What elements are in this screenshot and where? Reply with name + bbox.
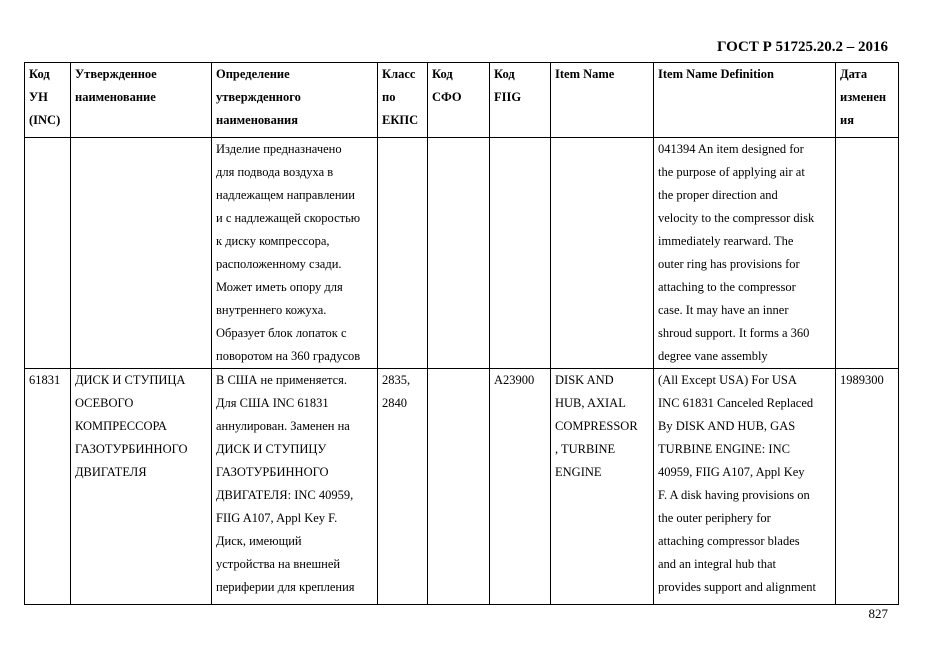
- cell-definition: В США не применяется. Для США INC 61831 аннулирован. Заменен на ДИСК И СТУПИЦУ ГАЗОТУРБИННОГО ДВИГАТЕЛЯ: INC 40959, FIIG A107, Appl Key F. Диск, имеющий устройства на внешней периферии для крепления: [212, 369, 378, 605]
- cell-inc: 61831: [25, 369, 71, 605]
- cell-approved-name: ДИСК И СТУПИЦА ОСЕВОГО КОМПРЕССОРА ГАЗОТУРБИННОГО ДВИГАТЕЛЯ: [71, 369, 212, 605]
- table-row: [25, 369, 899, 605]
- cell-item-name: [551, 138, 654, 369]
- cell-item-definition: 041394 An item designed for the purpose of applying air at the proper direction and velocity to the compressor disk immediately rearward. The outer ring has provisions for attaching to the compressor case. It may have an inner shroud support. It forms a 360 degree vane assembly: [654, 138, 836, 369]
- col-header-fiig-code: Код FIIG: [490, 63, 551, 138]
- col-header-definition: Определение утвержденного наименования: [212, 63, 378, 138]
- cell-fiig-code: [490, 138, 551, 369]
- cell-inc: [25, 138, 71, 369]
- cell-item-name: DISK AND HUB, AXIAL COMPRESSOR , TURBINE ENGINE: [551, 369, 654, 605]
- cell-ekps-class: [378, 138, 428, 369]
- col-header-item-definition: Item Name Definition: [654, 63, 836, 138]
- cell-sfo-code: [428, 138, 490, 369]
- page-number: 827: [868, 606, 888, 621]
- col-header-item-name: Item Name: [551, 63, 654, 138]
- cell-sfo-code: [428, 369, 490, 605]
- cell-definition: Изделие предназначено для подвода воздуха в надлежащем направлении и с надлежащей скоростью к диску компрессора, расположенному сзади. Может иметь опору для внутреннего кожуха. Образует блок лопаток с поворотом на 360 градусов: [212, 138, 378, 369]
- col-header-ekps-class: Класс по ЕКПС: [378, 63, 428, 138]
- col-header-inc: Код УН (INC): [25, 63, 71, 138]
- cell-ekps-class: 2835, 2840: [378, 369, 428, 605]
- col-header-change-date: Дата изменен ия: [836, 63, 899, 138]
- cell-item-definition: (All Except USA) For USA INC 61831 Canceled Replaced By DISK AND HUB, GAS TURBINE ENGINE: INC 40959, FIIG A107, Appl Key F. A disk having provisions on the outer periphery for attaching compressor blades and an integral hub that provides support and alignment: [654, 369, 836, 605]
- document-standard-header: ГОСТ Р 51725.20.2 – 2016: [716, 39, 888, 55]
- table-header-row: [25, 63, 899, 138]
- col-header-sfo-code: Код СФО: [428, 63, 490, 138]
- cell-fiig-code: A23900: [490, 369, 551, 605]
- col-header-approved-name: Утвержденное наименование: [71, 63, 212, 138]
- item-catalog-table: [24, 62, 899, 605]
- cell-change-date: [836, 138, 899, 369]
- table-row: [25, 138, 899, 369]
- cell-approved-name: [71, 138, 212, 369]
- cell-change-date: 1989300: [836, 369, 899, 605]
